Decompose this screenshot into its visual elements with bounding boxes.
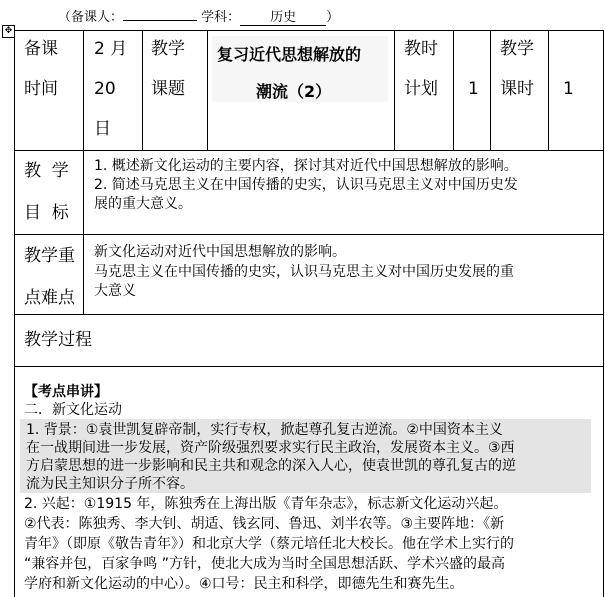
hours-label-2: 计划 <box>404 79 438 99</box>
hours-value: 1 <box>468 79 479 99</box>
keypoint-line-1: 新文化运动对近代中国思想解放的影响。 <box>94 244 346 260</box>
document-header <box>58 6 339 26</box>
row1-divider-6 <box>548 30 549 151</box>
process-label: 教学过程 <box>24 330 92 350</box>
background-line-2: 在一战期间进一步发展，资产阶级强烈要求实行民主政治，发展资本主义。③西 <box>26 440 515 456</box>
background-line-1: 1. 背景：①袁世凯复辟帝制，实行专权，掀起尊孔复古逆流。②中国资本主义 <box>26 422 503 438</box>
preparer-blank[interactable] <box>123 20 197 21</box>
keypoint-line-2: 马克思主义在中国传播的史实，认识马克思主义对中国历史发展的重 <box>94 264 514 280</box>
goal-item-2: 2. 简述马克思主义在中国传播的史实，认识马克思主义对中国历史发 <box>94 177 518 193</box>
keypoints-label-1: 教学重 <box>24 246 75 266</box>
label-column-border <box>83 30 84 315</box>
rise-line-1: 2. 兴起：①1915 年，陈独秀在上海出版《青年杂志》，标志新文化运动兴起。 <box>24 496 508 512</box>
day-number: 20 <box>94 79 116 99</box>
subject-label: 学科： <box>201 10 241 25</box>
review-heading: 【考点串讲】 <box>24 384 108 400</box>
header-suffix: ） <box>326 10 340 25</box>
keypoints-label-2: 点难点 <box>24 288 75 308</box>
rise-line-3: 青年》（即原《敬告青年》）和北京大学（蔡元培任北大校长。他在学术上实行的 <box>24 536 514 552</box>
month-value: 2 月 <box>94 39 128 59</box>
goals-label-2: 目 标 <box>24 203 69 223</box>
section-heading: 二．新文化运动 <box>24 402 122 418</box>
header-prefix: （备课人： <box>58 10 124 25</box>
goals-label-1: 教 学 <box>24 161 69 181</box>
lessons-value: 1 <box>563 79 574 99</box>
topic-label-2: 课题 <box>151 79 185 99</box>
row2-bottom-border <box>14 234 604 235</box>
row1-divider-1 <box>142 30 143 151</box>
row1-divider-5 <box>490 30 491 151</box>
rise-line-4: “兼容并包，百家争鸣 ”方针，使北大成为当时全国思想活跃、学术兴盛的最高 <box>24 556 505 572</box>
row1-bottom-border <box>14 150 604 151</box>
table-move-handle-icon[interactable]: ✥ <box>2 25 15 38</box>
row1-divider-4 <box>453 30 454 151</box>
lessons-label-2: 课时 <box>500 79 534 99</box>
row1-divider-3 <box>394 30 395 151</box>
table-top-border <box>14 30 604 31</box>
topic-label-1: 教学 <box>151 39 185 59</box>
rise-line-5: 学府和新文化运动的中心）。④口号：民主和科学，即德先生和赛先生。 <box>24 576 464 592</box>
row3-bottom-border <box>14 314 604 315</box>
day-unit: 日 <box>94 119 111 139</box>
keypoint-line-3: 大意义 <box>94 283 136 299</box>
row4-bottom-border <box>14 366 604 367</box>
lesson-title-line2: 潮流（2） <box>256 82 332 101</box>
background-line-4: 流为民主知识分子所不容。 <box>26 476 194 492</box>
row1-divider-2 <box>207 30 208 151</box>
lesson-title-line1: 复习近代思想解放的 <box>217 45 362 64</box>
goal-item-2-cont: 展的重大意义。 <box>94 196 192 212</box>
hours-label-1: 教时 <box>404 39 438 59</box>
rise-line-2: ②代表：陈独秀、李大钊、胡适、钱玄同、鲁迅、刘半农等。③主要阵地：《新 <box>24 516 505 532</box>
lessons-label-1: 教学 <box>500 39 534 59</box>
goal-item-1: 1. 概述新文化运动的主要内容，探讨其对近代中国思想解放的影响。 <box>94 158 518 174</box>
background-line-3: 方启蒙思想的进一步影响和民主共和观念的深入人心，使袁世凯的尊孔复古的逆 <box>26 458 516 474</box>
prep-time-label-2: 时间 <box>24 79 58 99</box>
subject-value: 历史 <box>240 6 326 26</box>
prep-time-label-1: 备课 <box>24 39 58 59</box>
